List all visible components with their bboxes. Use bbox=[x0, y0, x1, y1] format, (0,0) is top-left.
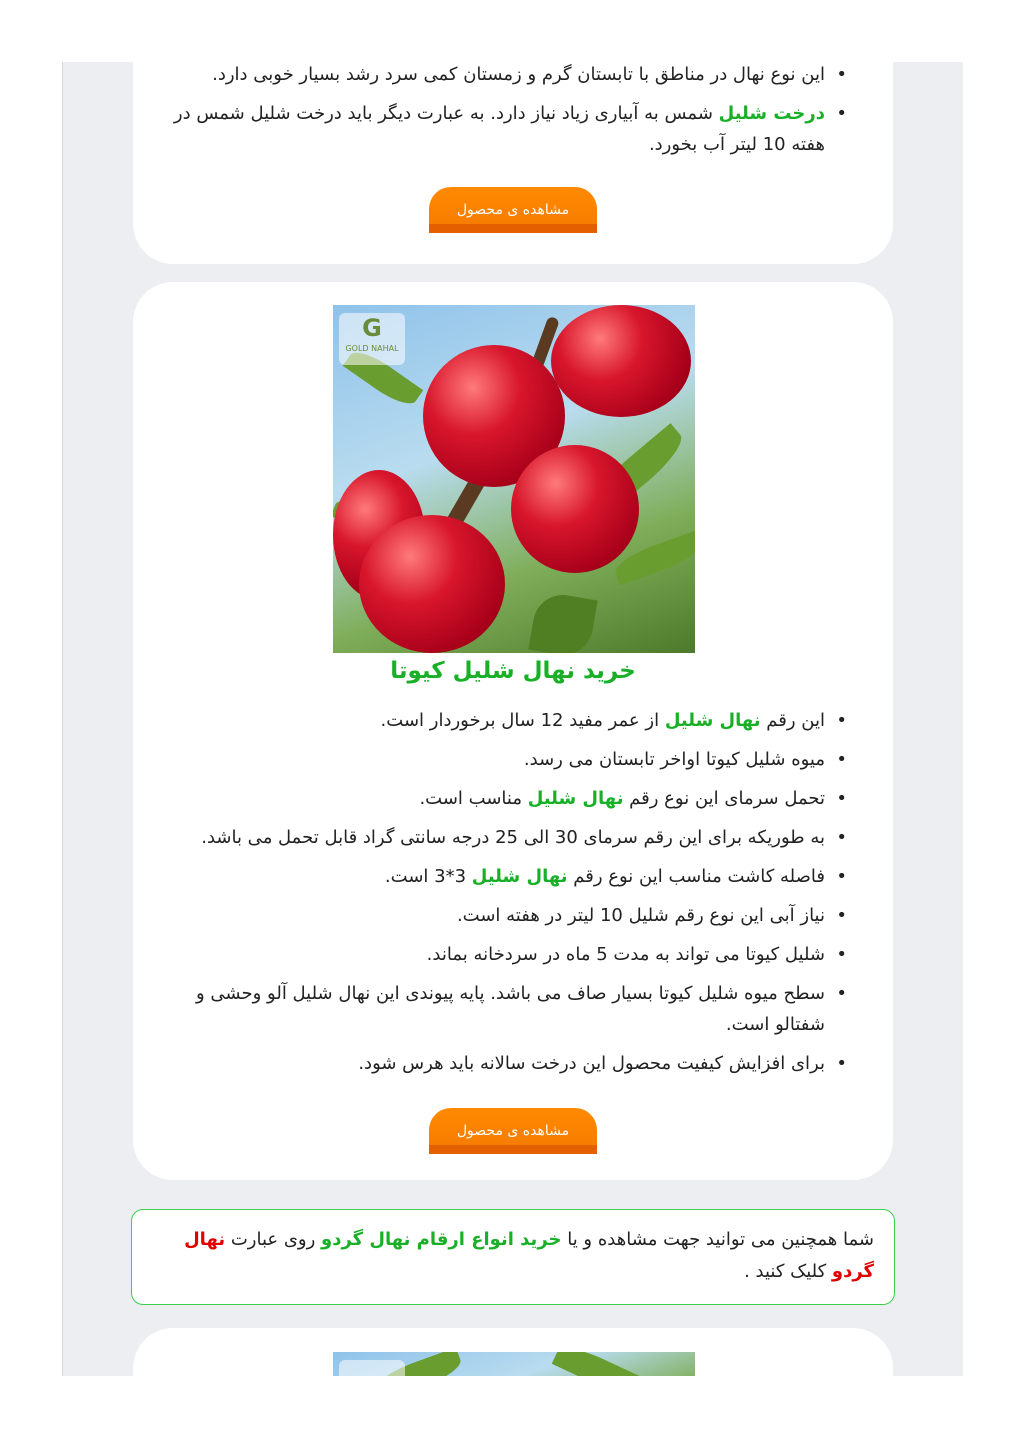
feature-item bbox=[163, 861, 863, 892]
feature-text: مناسب است. bbox=[419, 788, 528, 809]
feature-item bbox=[163, 1048, 863, 1079]
feature-text: تحمل سرمای این نوع رقم bbox=[623, 788, 825, 809]
feature-item bbox=[163, 822, 863, 853]
feature-text: شمس به آبیاری زیاد نیاز دارد. به عبارت دیگر باید درخت شلیل شمس در هفته 10 لیتر آب بخورد. bbox=[173, 103, 825, 155]
product-card-shams bbox=[133, 62, 893, 264]
feature-list bbox=[163, 62, 863, 168]
feature-text: فاصله کاشت مناسب این نوع رقم bbox=[567, 866, 825, 887]
notice-text: کلیک کنید . bbox=[744, 1261, 832, 1282]
walnut-notice-box bbox=[131, 1209, 895, 1305]
feature-text: این رقم bbox=[760, 710, 825, 731]
logo-text: GOLD NAHAL bbox=[345, 344, 399, 353]
feature-item bbox=[163, 978, 863, 1040]
feature-text: به طوریکه برای این رقم سرمای 30 الی 25 درجه سانتی گراد قابل تحمل می باشد. bbox=[201, 827, 825, 848]
product-image[interactable] bbox=[333, 305, 695, 653]
gold-nahal-logo bbox=[339, 313, 405, 365]
feature-text: نیاز آبی این نوع رقم شلیل 10 لیتر در هفته است. bbox=[456, 905, 825, 926]
notice-text: شما همچنین می توانید جهت مشاهده و یا bbox=[561, 1229, 874, 1250]
feature-text: برای افزایش کیفیت محصول این درخت سالانه باید هرس شود. bbox=[358, 1053, 825, 1074]
feature-list bbox=[163, 705, 863, 1087]
notice-text: روی عبارت bbox=[225, 1229, 322, 1250]
feature-text: میوه شلیل کیوتا اواخر تابستان می رسد. bbox=[523, 749, 825, 770]
feature-item bbox=[163, 744, 863, 775]
keyword-link[interactable]: نهال شلیل bbox=[664, 710, 761, 731]
keyword-link[interactable]: نهال شلیل bbox=[471, 866, 568, 887]
product-card-next bbox=[133, 1328, 893, 1376]
feature-item bbox=[163, 783, 863, 814]
logo-letter: G bbox=[362, 314, 382, 342]
feature-item bbox=[163, 900, 863, 931]
product-card-kyota bbox=[133, 282, 893, 1180]
view-product-button[interactable]: مشاهده ی محصول bbox=[429, 187, 597, 233]
feature-text: سطح میوه شلیل کیوتا بسیار صاف می باشد. پایه پیوندی این نهال شلیل آلو وحشی و شفتالو است. bbox=[196, 983, 825, 1035]
view-product-button[interactable]: مشاهده ی محصول bbox=[429, 1108, 597, 1154]
keyword-link[interactable]: نهال شلیل bbox=[527, 788, 624, 809]
feature-item bbox=[163, 939, 863, 970]
walnut-seedling-link[interactable]: نهال گردو bbox=[184, 1229, 874, 1282]
keyword-link[interactable]: درخت شلیل bbox=[718, 103, 825, 124]
feature-text: 3*3 است. bbox=[384, 866, 472, 887]
feature-text: این نوع نهال در مناطق با تابستان گرم و زمستان کمی سرد رشد بسیار خوبی دارد. bbox=[212, 64, 825, 85]
product-title[interactable]: خرید نهال شلیل کیوتا bbox=[390, 658, 636, 684]
feature-item bbox=[163, 98, 863, 160]
walnut-varieties-link[interactable]: خرید انواع ارقام نهال گردو bbox=[321, 1229, 562, 1250]
feature-text: شلیل کیوتا می تواند به مدت 5 ماه در سردخانه بماند. bbox=[426, 944, 825, 965]
feature-item bbox=[163, 705, 863, 736]
feature-item bbox=[163, 62, 863, 90]
product-image[interactable] bbox=[333, 1352, 695, 1376]
feature-text: از عمر مفید 12 سال برخوردار است. bbox=[380, 710, 665, 731]
content-column bbox=[62, 62, 963, 1376]
gold-nahal-logo bbox=[339, 1360, 405, 1376]
